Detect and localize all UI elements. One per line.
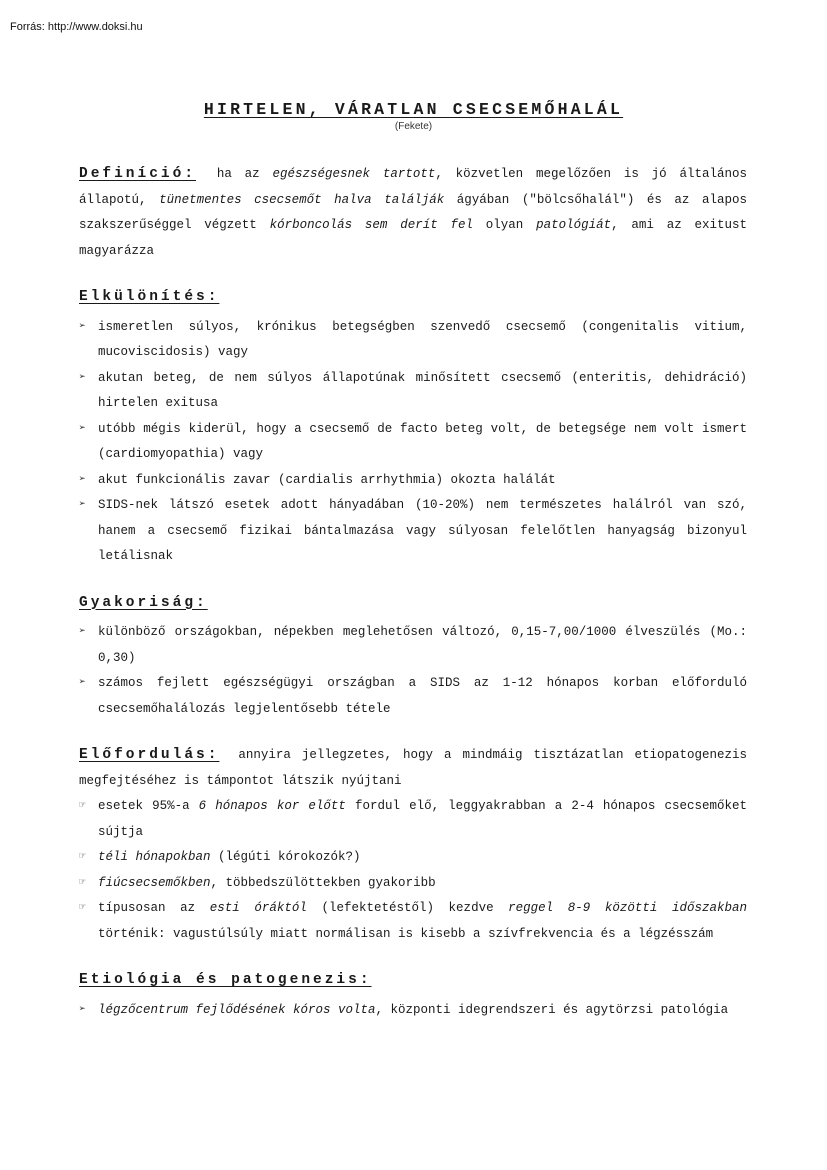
frequency-section	[79, 591, 747, 723]
page-title: HIRTELEN, VÁRATLAN CSECSEMŐHALÁL	[203, 100, 624, 119]
list-item	[79, 671, 747, 722]
list-item	[79, 794, 747, 845]
frequency-heading: Gyakoriság:	[79, 594, 208, 611]
list-item-text: számos fejlett egészségügyi országban a SIDS az 1-12 hónapos korban előforduló csecsemőhalálozás legjelentősebb tétele	[98, 676, 747, 716]
pointing-hand-icon: ☞	[79, 876, 86, 889]
document-body	[79, 162, 747, 1023]
pointing-hand-icon: ☞	[79, 800, 86, 812]
arrowhead-bullet-icon: ➢	[79, 677, 86, 689]
definition-text: olyan	[485, 218, 524, 232]
arrowhead-bullet-icon: ➢	[79, 371, 86, 384]
list-item-text: (lefektetéstől) kezdve	[306, 901, 509, 915]
list-item	[79, 871, 747, 897]
etiology-section	[79, 968, 747, 1023]
list-item	[79, 896, 747, 947]
list-item-emphasis: 6 hónapos kor előtt	[198, 799, 346, 813]
occurrence-list	[79, 794, 747, 947]
definition-text: , ami az exitust magyarázza	[79, 218, 747, 258]
list-item-text: akut funkcionális zavar (cardialis arrhythmia) okozta halálát	[98, 472, 556, 487]
list-item	[79, 315, 747, 366]
list-item	[79, 417, 747, 468]
definition-paragraph	[79, 162, 747, 264]
list-item	[79, 493, 747, 570]
list-item-text: SIDS-nek látszó esetek adott hányadában (10-20%) nem természetes halálról van szó, hanem a csecsemő fizikai bántalmazása vagy súlyosan felelőtlen hanyagság bizonyul letálisnak	[98, 498, 747, 563]
definition-text: ha az	[216, 167, 260, 181]
definition-emphasis: tünetmentes csecsemőt halva találják	[159, 192, 445, 207]
occurrence-section	[79, 743, 747, 947]
list-item-text: utóbb mégis kiderül, hogy a csecsemő de facto beteg volt, de betegsége nem volt ismert (cardiomyopathia) vagy	[98, 421, 747, 461]
list-item	[79, 845, 747, 871]
list-item-text: ismeretlen súlyos, krónikus betegségben szenvedő csecsemő (congenitalis vitium, mucoviscidosis) vagy	[98, 319, 747, 359]
differential-list	[79, 315, 747, 570]
occurrence-lead-text: annyira jellegzetes, hogy a mindmáig tisztázatlan etiopatogenezis megfejtéséhez is támpontot látszik nyújtani	[79, 748, 747, 788]
pointing-hand-icon: ☞	[79, 902, 86, 914]
definition-heading: Definíció:	[79, 166, 197, 182]
list-item-text: történik: vagustúlsúly miatt normálisan is kisebb a szívfrekvencia és a légzésszám	[98, 926, 714, 941]
arrowhead-bullet-icon: ➢	[79, 499, 86, 511]
definition-emphasis: egészségesnek tartott	[272, 167, 436, 181]
definition-emphasis: kórboncolás sem derít fel	[269, 218, 473, 232]
pointing-hand-icon: ☞	[79, 851, 86, 863]
list-item-emphasis: fiúcsecsemőkben	[98, 875, 211, 890]
arrowhead-bullet-icon: ➢	[79, 626, 86, 638]
list-item-text: , többedszülöttekben gyakoribb	[210, 875, 436, 890]
occurrence-heading: Előfordulás:	[79, 747, 220, 763]
list-item	[79, 620, 747, 671]
list-item-text: (légúti kórokozók?)	[210, 850, 361, 864]
title-wrap	[0, 100, 827, 119]
list-item-emphasis: reggel 8-9 közötti időszakban	[508, 901, 747, 915]
definition-emphasis: patológiát	[536, 218, 612, 232]
list-item-emphasis: téli hónapokban	[98, 850, 211, 864]
page-subtitle: (Fekete)	[394, 121, 433, 132]
list-item-text: esetek 95%-a	[98, 799, 199, 813]
list-item-emphasis: esti óráktól	[209, 901, 307, 915]
source-line: Forrás: http://www.doksi.hu	[10, 21, 143, 33]
list-item-text: különböző országokban, népekben meglehetősen változó, 0,15-7,00/1000 élveszülés (Mo.: 0,30)	[98, 625, 747, 665]
list-item-text: akutan beteg, de nem súlyos állapotúnak minősített csecsemő (enteritis, dehidráció) hirtelen exitusa	[98, 370, 747, 410]
differential-section	[79, 285, 747, 570]
definition-text: ágyában ("bölcsőhalál") és az alapos szakszerűséggel végzett	[79, 192, 747, 232]
list-item-text: , központi idegrendszeri és agytörzsi patológia	[375, 1002, 729, 1017]
frequency-list	[79, 620, 747, 722]
etiology-list	[79, 998, 747, 1024]
list-item	[79, 468, 747, 494]
differential-heading: Elkülönítés:	[79, 289, 220, 305]
occurrence-lead	[79, 743, 747, 794]
arrowhead-bullet-icon: ➢	[79, 320, 86, 333]
list-item	[79, 998, 747, 1024]
arrowhead-bullet-icon: ➢	[79, 473, 86, 486]
list-item-emphasis: légzőcentrum fejlődésének kóros volta	[98, 1002, 376, 1017]
arrowhead-bullet-icon: ➢	[79, 1003, 86, 1016]
arrowhead-bullet-icon: ➢	[79, 422, 86, 435]
etiology-heading: Etiológia és patogenezis:	[79, 972, 372, 988]
list-item-text: típusosan az	[98, 901, 210, 915]
list-item-text: fordul elő, leggyakrabban a 2-4 hónapos csecsemőket sújtja	[98, 799, 747, 839]
list-item	[79, 366, 747, 417]
definition-text: , közvetlen megelőzően is jó általános állapotú,	[79, 167, 747, 207]
